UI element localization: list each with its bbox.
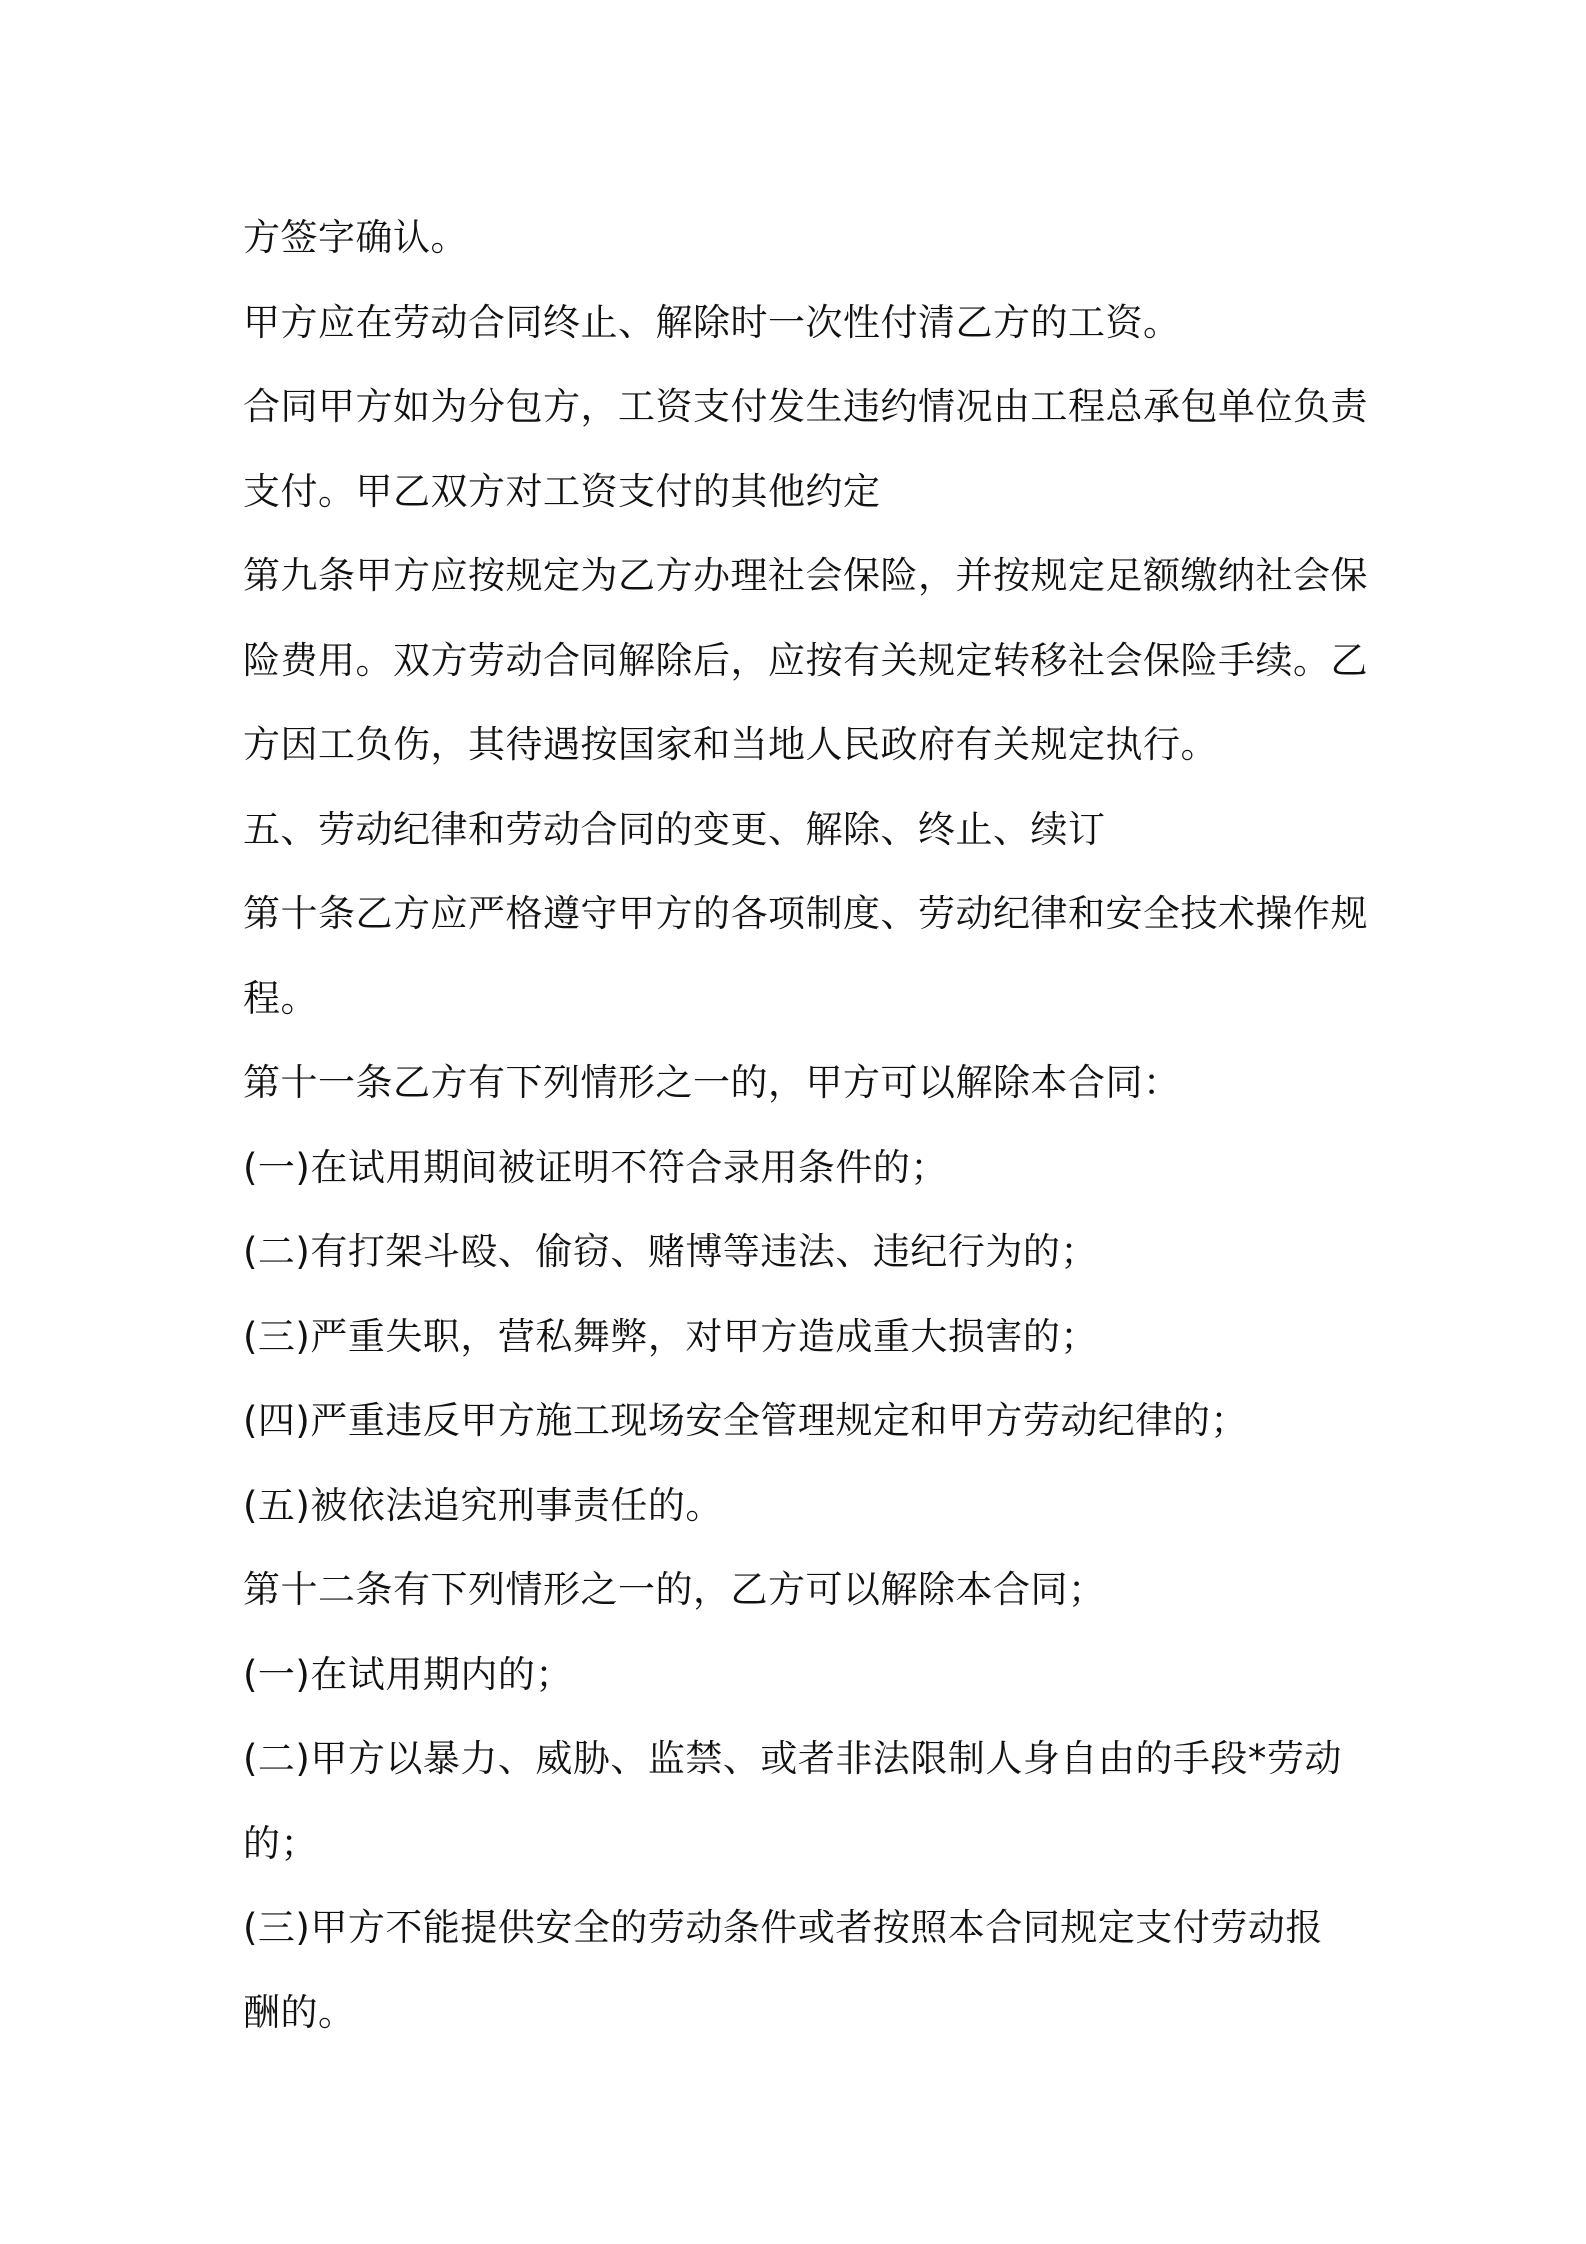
text-line: 第九条甲方应按规定为乙方办理社会保险，并按规定足额缴纳社会保 [243,554,1368,597]
section-heading: 五、劳动纪律和劳动合同的变更、解除、终止、续订 [243,807,1106,851]
text-line: 方签字确认。 [243,216,468,259]
text-line: 合同甲方如为分包方，工资支付发生违约情况由工程总承包单位负责 [243,385,1368,428]
text-line: 第十二条有下列情形之一的，乙方可以解除本合同； [243,1568,1106,1611]
list-item: (三)严重失职，营私舞弊，对甲方造成重大损害的； [243,1314,1098,1358]
list-item: (五)被依法追究刑事责任的。 [243,1483,723,1527]
text-line: 甲方应在劳动合同终止、解除时一次性付清乙方的工资。 [243,300,1181,344]
list-item: (一)在试用期内的； [243,1652,573,1696]
list-item: (一)在试用期间被证明不符合录用条件的； [243,1145,948,1189]
text-line: 险费用。双方劳动合同解除后，应按有关规定转移社会保险手续。乙 [243,638,1368,682]
list-item: (二)有打架斗殴、偷窃、赌博等违法、违纪行为的； [243,1230,1098,1273]
text-line: 程。 [243,976,318,1020]
list-item: (二)甲方以暴力、威胁、监禁、或者非法限制人身自由的手段*劳动 [243,1737,1342,1780]
text-line: 支付。甲乙双方对工资支付的其他约定 [243,469,881,513]
document-body [243,196,1368,2055]
text-line: 第十条乙方应严格遵守甲方的各项制度、劳动纪律和安全技术操作规 [243,892,1368,935]
list-item: 的； [243,1821,318,1865]
list-item: 酬的。 [243,1990,356,2034]
text-line: 方因工负伤，其待遇按国家和当地人民政府有关规定执行。 [243,723,1218,766]
text-line: 第十一条乙方有下列情形之一的，甲方可以解除本合同： [243,1061,1181,1104]
list-item: (三)甲方不能提供安全的劳动条件或者按照本合同规定支付劳动报 [243,1906,1323,1949]
list-item: (四)严重违反甲方施工现场安全管理规定和甲方劳动纪律的； [243,1399,1248,1442]
